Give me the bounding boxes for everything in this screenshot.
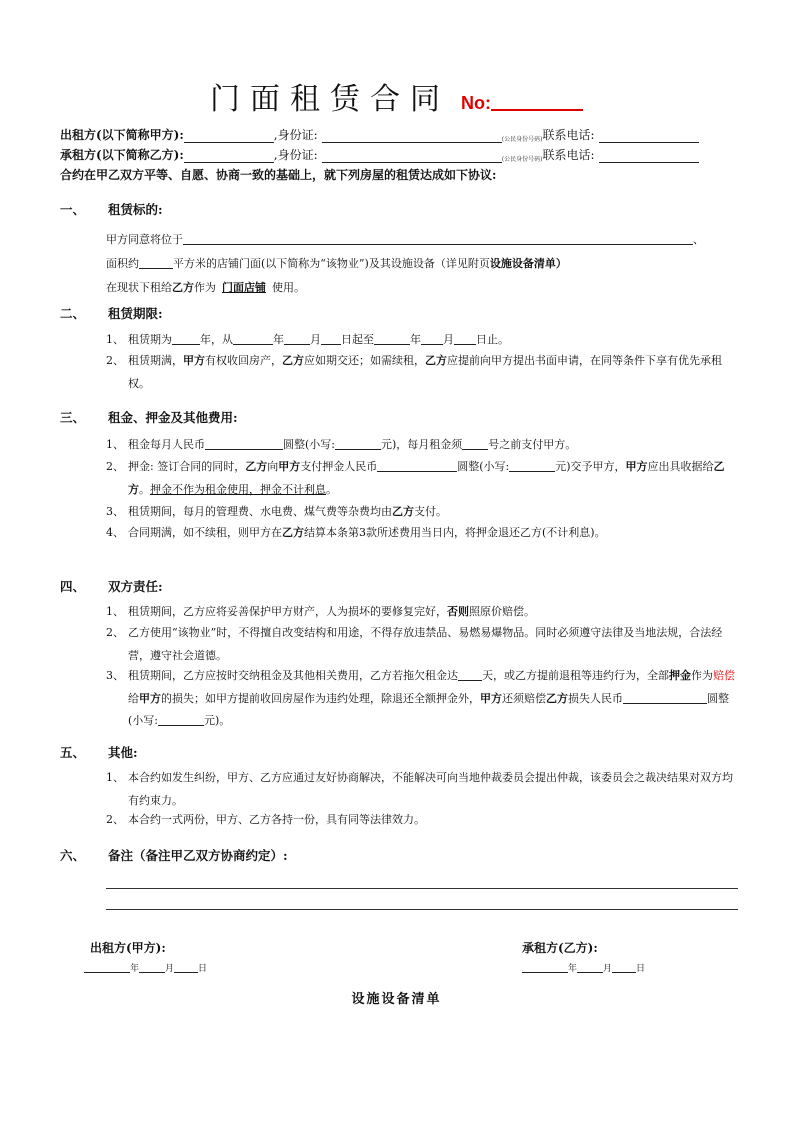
lessor-phone-blank[interactable] xyxy=(599,128,699,143)
lessee-sign-month-blank[interactable] xyxy=(577,962,603,973)
lessor-phone-label: 联系电话: xyxy=(542,128,595,142)
s2-item-1 xyxy=(106,329,736,352)
compensation-blank[interactable] xyxy=(623,691,707,704)
contract-title xyxy=(0,74,793,118)
s1-line2-text: 面积约 xyxy=(106,257,139,270)
day-label: 日 xyxy=(198,964,208,974)
property-address-blank[interactable] xyxy=(183,232,693,245)
s4-i3-t4: 的损失；如甲方提前收回房屋作为违约处理，除退还全额押金外， xyxy=(161,691,480,705)
compensation-digits-blank[interactable] xyxy=(158,713,204,726)
s1-line2-text-b: 平方米的店铺门面(以下简称为“该物业”)及其设施设备（详见附页 xyxy=(173,257,490,270)
s3-i2-b1: 乙方 xyxy=(245,460,268,473)
s2-i2-b3: 乙方 xyxy=(425,354,447,367)
section-1-title: 租赁标的: xyxy=(108,202,163,217)
s2-i2-t0: 租赁期满， xyxy=(128,354,183,367)
s1-lessee-ref: 乙方 xyxy=(172,281,194,294)
s3-i2-b4: 乙方 xyxy=(128,460,725,496)
item-number: 1、 xyxy=(106,605,124,618)
lessor-sign-day-blank[interactable] xyxy=(174,962,198,973)
section-4-title: 双方责任: xyxy=(108,579,163,594)
s4-i3-t7: 圆整(小写: xyxy=(128,691,729,727)
lessee-name-blank[interactable] xyxy=(184,148,274,163)
lessor-id-blank[interactable] xyxy=(322,128,502,143)
lessor-signature-date xyxy=(84,961,207,974)
s3-i2-t1: 向 xyxy=(267,460,279,473)
s4-i3-t8: 元)。 xyxy=(204,714,231,727)
section-1-body xyxy=(106,228,738,300)
s2-item-2 xyxy=(106,350,736,395)
lessee-sign-year-blank[interactable] xyxy=(522,962,568,973)
s1-line3-text-b: 作为 xyxy=(194,281,216,294)
section-3-title: 租金、押金及其他费用: xyxy=(108,410,238,425)
month-label: 月 xyxy=(165,964,175,974)
s4-i3-b3: 甲方 xyxy=(480,691,502,705)
section-1-heading xyxy=(60,200,163,218)
s4-i3-red: 赔偿 xyxy=(713,669,735,682)
remarks-line-2[interactable] xyxy=(106,909,738,910)
s1-line3-text: 在现状下租给 xyxy=(106,281,172,294)
year-label: 年 xyxy=(130,964,140,974)
s5-i1-text: 本合约如发生纠纷，甲方、乙方应通过友好协商解决，不能解决可向当地仲裁委员会提出仲裁，该委员会之裁决结果对双方均有约束力。 xyxy=(128,771,733,807)
section-2-heading xyxy=(60,304,163,322)
item-number: 1、 xyxy=(106,771,124,784)
s2-i1-t7: 日止。 xyxy=(476,333,509,346)
item-number: 1、 xyxy=(106,438,124,451)
contract-number-blank[interactable] xyxy=(491,91,583,111)
lessor-signature-label: 出租方(甲方): xyxy=(90,941,166,955)
section-6-number: 六、 xyxy=(60,848,86,863)
section-4-heading xyxy=(60,577,163,595)
section-2-title: 租赁期限: xyxy=(108,306,163,321)
year-label: 年 xyxy=(568,964,578,974)
item-number: 2、 xyxy=(106,354,124,367)
s2-i1-t3: 月 xyxy=(310,333,321,346)
lessee-phone-blank[interactable] xyxy=(599,148,699,163)
s3-i4-t0: 合同期满，如不续租，则甲方在 xyxy=(128,526,282,539)
lessor-row xyxy=(60,126,760,143)
day-label: 日 xyxy=(636,964,646,974)
s4-i3-b1: 押金 xyxy=(669,669,691,682)
s4-i3-t6: 损失人民币 xyxy=(568,691,623,705)
section-3-heading xyxy=(60,408,238,426)
lease-years-blank[interactable] xyxy=(172,332,200,345)
s3-i1-t3: 号之前支付甲方。 xyxy=(488,438,577,451)
s3-i4-b: 乙方 xyxy=(282,526,304,539)
contract-number-label: No: xyxy=(461,93,492,113)
section-5-number: 五、 xyxy=(60,745,86,760)
s3-i2-t5: 应出具收据给 xyxy=(647,460,714,473)
end-year-blank[interactable] xyxy=(374,332,410,345)
lessee-phone-label: 联系电话: xyxy=(542,148,595,162)
area-blank[interactable] xyxy=(139,256,173,269)
s1-line1-text: 甲方同意将位于 xyxy=(106,233,183,246)
lessor-label: 出租方(以下简称甲方): xyxy=(60,128,184,142)
title-text: 门面租赁合同 xyxy=(209,82,450,117)
s3-item-2 xyxy=(106,456,736,501)
start-day-blank[interactable] xyxy=(321,332,341,345)
deposit-blank[interactable] xyxy=(377,459,457,472)
s3-i2-t0: 押金: 签订合同的同时， xyxy=(128,460,246,473)
lessor-name-blank[interactable] xyxy=(184,128,274,143)
section-5-title: 其他: xyxy=(108,745,138,760)
end-month-blank[interactable] xyxy=(421,332,443,345)
s2-i2-t1: 有权收回房产， xyxy=(205,354,282,367)
s2-i2-b2: 乙方 xyxy=(282,354,304,367)
s4-i1-b: 否则 xyxy=(447,605,469,618)
s4-item-2 xyxy=(106,622,736,667)
deposit-digits-blank[interactable] xyxy=(509,459,555,472)
s4-i3-t1: 天，或乙方提前退租等违约行为，全部 xyxy=(482,669,669,682)
monthly-rent-digits-blank[interactable] xyxy=(335,437,381,450)
section-6-heading xyxy=(60,846,288,864)
s3-item-3 xyxy=(106,501,736,524)
s4-i1-t1: 照原价赔偿。 xyxy=(469,605,535,618)
remarks-line-1[interactable] xyxy=(106,888,738,889)
s2-i2-t3: 应提前向甲方提出书面申请，在同等条件下享有优先承租权。 xyxy=(128,354,722,390)
overdue-days-blank[interactable] xyxy=(458,668,482,681)
lessee-id-note: (公民身份号码) xyxy=(501,156,543,163)
s1-line2-end: ） xyxy=(555,257,567,270)
property-use: 门面店铺 xyxy=(222,281,266,294)
s4-i3-b2: 甲方 xyxy=(139,691,161,705)
s4-i2-text: 乙方使用“该物业”时，不得擅自改变结构和用途，不得存放违禁品、易燃易爆物品。同时必须遵守法律及当地法规，合法经营，遵守社会道德。 xyxy=(128,626,723,662)
s3-item-4 xyxy=(106,522,736,545)
s3-i2-end: 。 xyxy=(326,482,337,496)
s3-i1-t1: 圆整(小写: xyxy=(283,438,335,451)
section-6-title: 备注（备注甲乙双方协商约定）: xyxy=(108,848,288,863)
lessee-signature-date xyxy=(522,961,645,974)
start-year-blank[interactable] xyxy=(233,332,273,345)
lessee-sign-day-blank[interactable] xyxy=(612,962,636,973)
s2-i1-t6: 月 xyxy=(443,333,454,346)
item-number: 2、 xyxy=(106,460,124,473)
s4-i3-t5: 还须赔偿 xyxy=(502,691,546,705)
section-2-number: 二、 xyxy=(60,306,86,321)
lessee-signature-label: 承租方(乙方): xyxy=(522,941,598,955)
s3-i2-t6: 。 xyxy=(139,482,150,496)
item-number: 4、 xyxy=(106,526,124,539)
s3-i2-t3: 圆整(小写: xyxy=(457,460,510,473)
lessee-id-blank[interactable] xyxy=(322,148,502,163)
contract-intro: 合约在甲乙双方平等、自愿、协商一致的基础上，就下列房屋的租赁达成如下协议: xyxy=(60,168,497,182)
deposit-no-interest-clause: 押金不作为租金使用，押金不计利息 xyxy=(150,482,326,496)
s3-i2-t2: 支付押金人民币 xyxy=(300,460,378,473)
lessor-id-label: ,身份证: xyxy=(273,128,318,142)
rent-due-day-blank[interactable] xyxy=(462,437,488,450)
item-number: 3、 xyxy=(106,505,124,518)
s3-i3-b: 乙方 xyxy=(392,505,414,518)
s4-i1-t0: 租赁期间，乙方应将妥善保护甲方财产，人为损坏的要修复完好， xyxy=(128,605,447,618)
s3-i4-t1: 结算本条第3款所述费用当日内，将押金退还乙方(不计利息)。 xyxy=(304,526,606,539)
end-day-blank[interactable] xyxy=(454,332,476,345)
monthly-rent-blank[interactable] xyxy=(205,437,283,450)
section-5-heading xyxy=(60,743,138,761)
s3-item-1 xyxy=(106,434,736,457)
s4-item-3 xyxy=(106,665,736,733)
item-number: 1、 xyxy=(106,333,124,346)
s2-i1-t2: 年 xyxy=(273,333,284,346)
s2-i1-t5: 年 xyxy=(410,333,421,346)
section-1-number: 一、 xyxy=(60,202,86,217)
s4-i3-t2: 作为 xyxy=(691,669,713,682)
s2-i1-t0: 租赁期为 xyxy=(128,333,172,346)
s2-i2-t2: 应如期交还；如需续租， xyxy=(304,354,425,367)
start-month-blank[interactable] xyxy=(284,332,310,345)
s5-item-2 xyxy=(106,809,736,832)
s1-line1-end: 、 xyxy=(693,233,704,246)
s4-item-1 xyxy=(106,601,736,624)
s3-i1-t0: 租金每月人民币 xyxy=(128,438,205,451)
s3-i3-t0: 租赁期间，每月的管理费、水电费、煤气费等杂费均由 xyxy=(128,505,392,518)
item-number: 3、 xyxy=(106,669,124,682)
s3-i1-t2: 元)，每月租金须 xyxy=(381,438,463,451)
s3-i2-b2: 甲方 xyxy=(278,460,301,473)
lessor-id-note: (公民身份号码) xyxy=(501,136,543,143)
lessor-sign-month-blank[interactable] xyxy=(139,962,165,973)
s3-i2-t4: 元)交予甲方， xyxy=(555,460,626,473)
lessee-row xyxy=(60,146,760,163)
lessor-sign-year-blank[interactable] xyxy=(84,962,130,973)
month-label: 月 xyxy=(603,964,613,974)
section-4-number: 四、 xyxy=(60,579,86,594)
s2-i1-t1: 年，从 xyxy=(200,333,233,346)
s2-i2-b1: 甲方 xyxy=(183,354,205,367)
s5-item-1 xyxy=(106,767,736,812)
equipment-list-ref: 设施设备清单 xyxy=(489,257,556,270)
item-number: 2、 xyxy=(106,813,124,826)
s4-i3-b4: 乙方 xyxy=(546,691,568,705)
s3-i3-t1: 支付。 xyxy=(414,505,447,518)
s4-i3-t3: 给 xyxy=(128,691,139,705)
s4-i3-t0: 租赁期间，乙方应按时交纳租金及其他相关费用，乙方若拖欠租金达 xyxy=(128,669,458,682)
s5-i2-text: 本合约一式两份，甲方、乙方各持一份，具有同等法律效力。 xyxy=(128,813,425,826)
lessee-label: 承租方(以下简称乙方): xyxy=(60,148,184,162)
s1-line3-end: 使用。 xyxy=(272,281,305,294)
equipment-list-title: 设施设备清单 xyxy=(351,992,442,1007)
item-number: 2、 xyxy=(106,626,124,639)
s3-i2-b3: 甲方 xyxy=(625,460,648,473)
section-3-number: 三、 xyxy=(60,410,86,425)
lessee-id-label: ,身份证: xyxy=(273,148,318,162)
s2-i1-t4: 日起至 xyxy=(341,333,374,346)
